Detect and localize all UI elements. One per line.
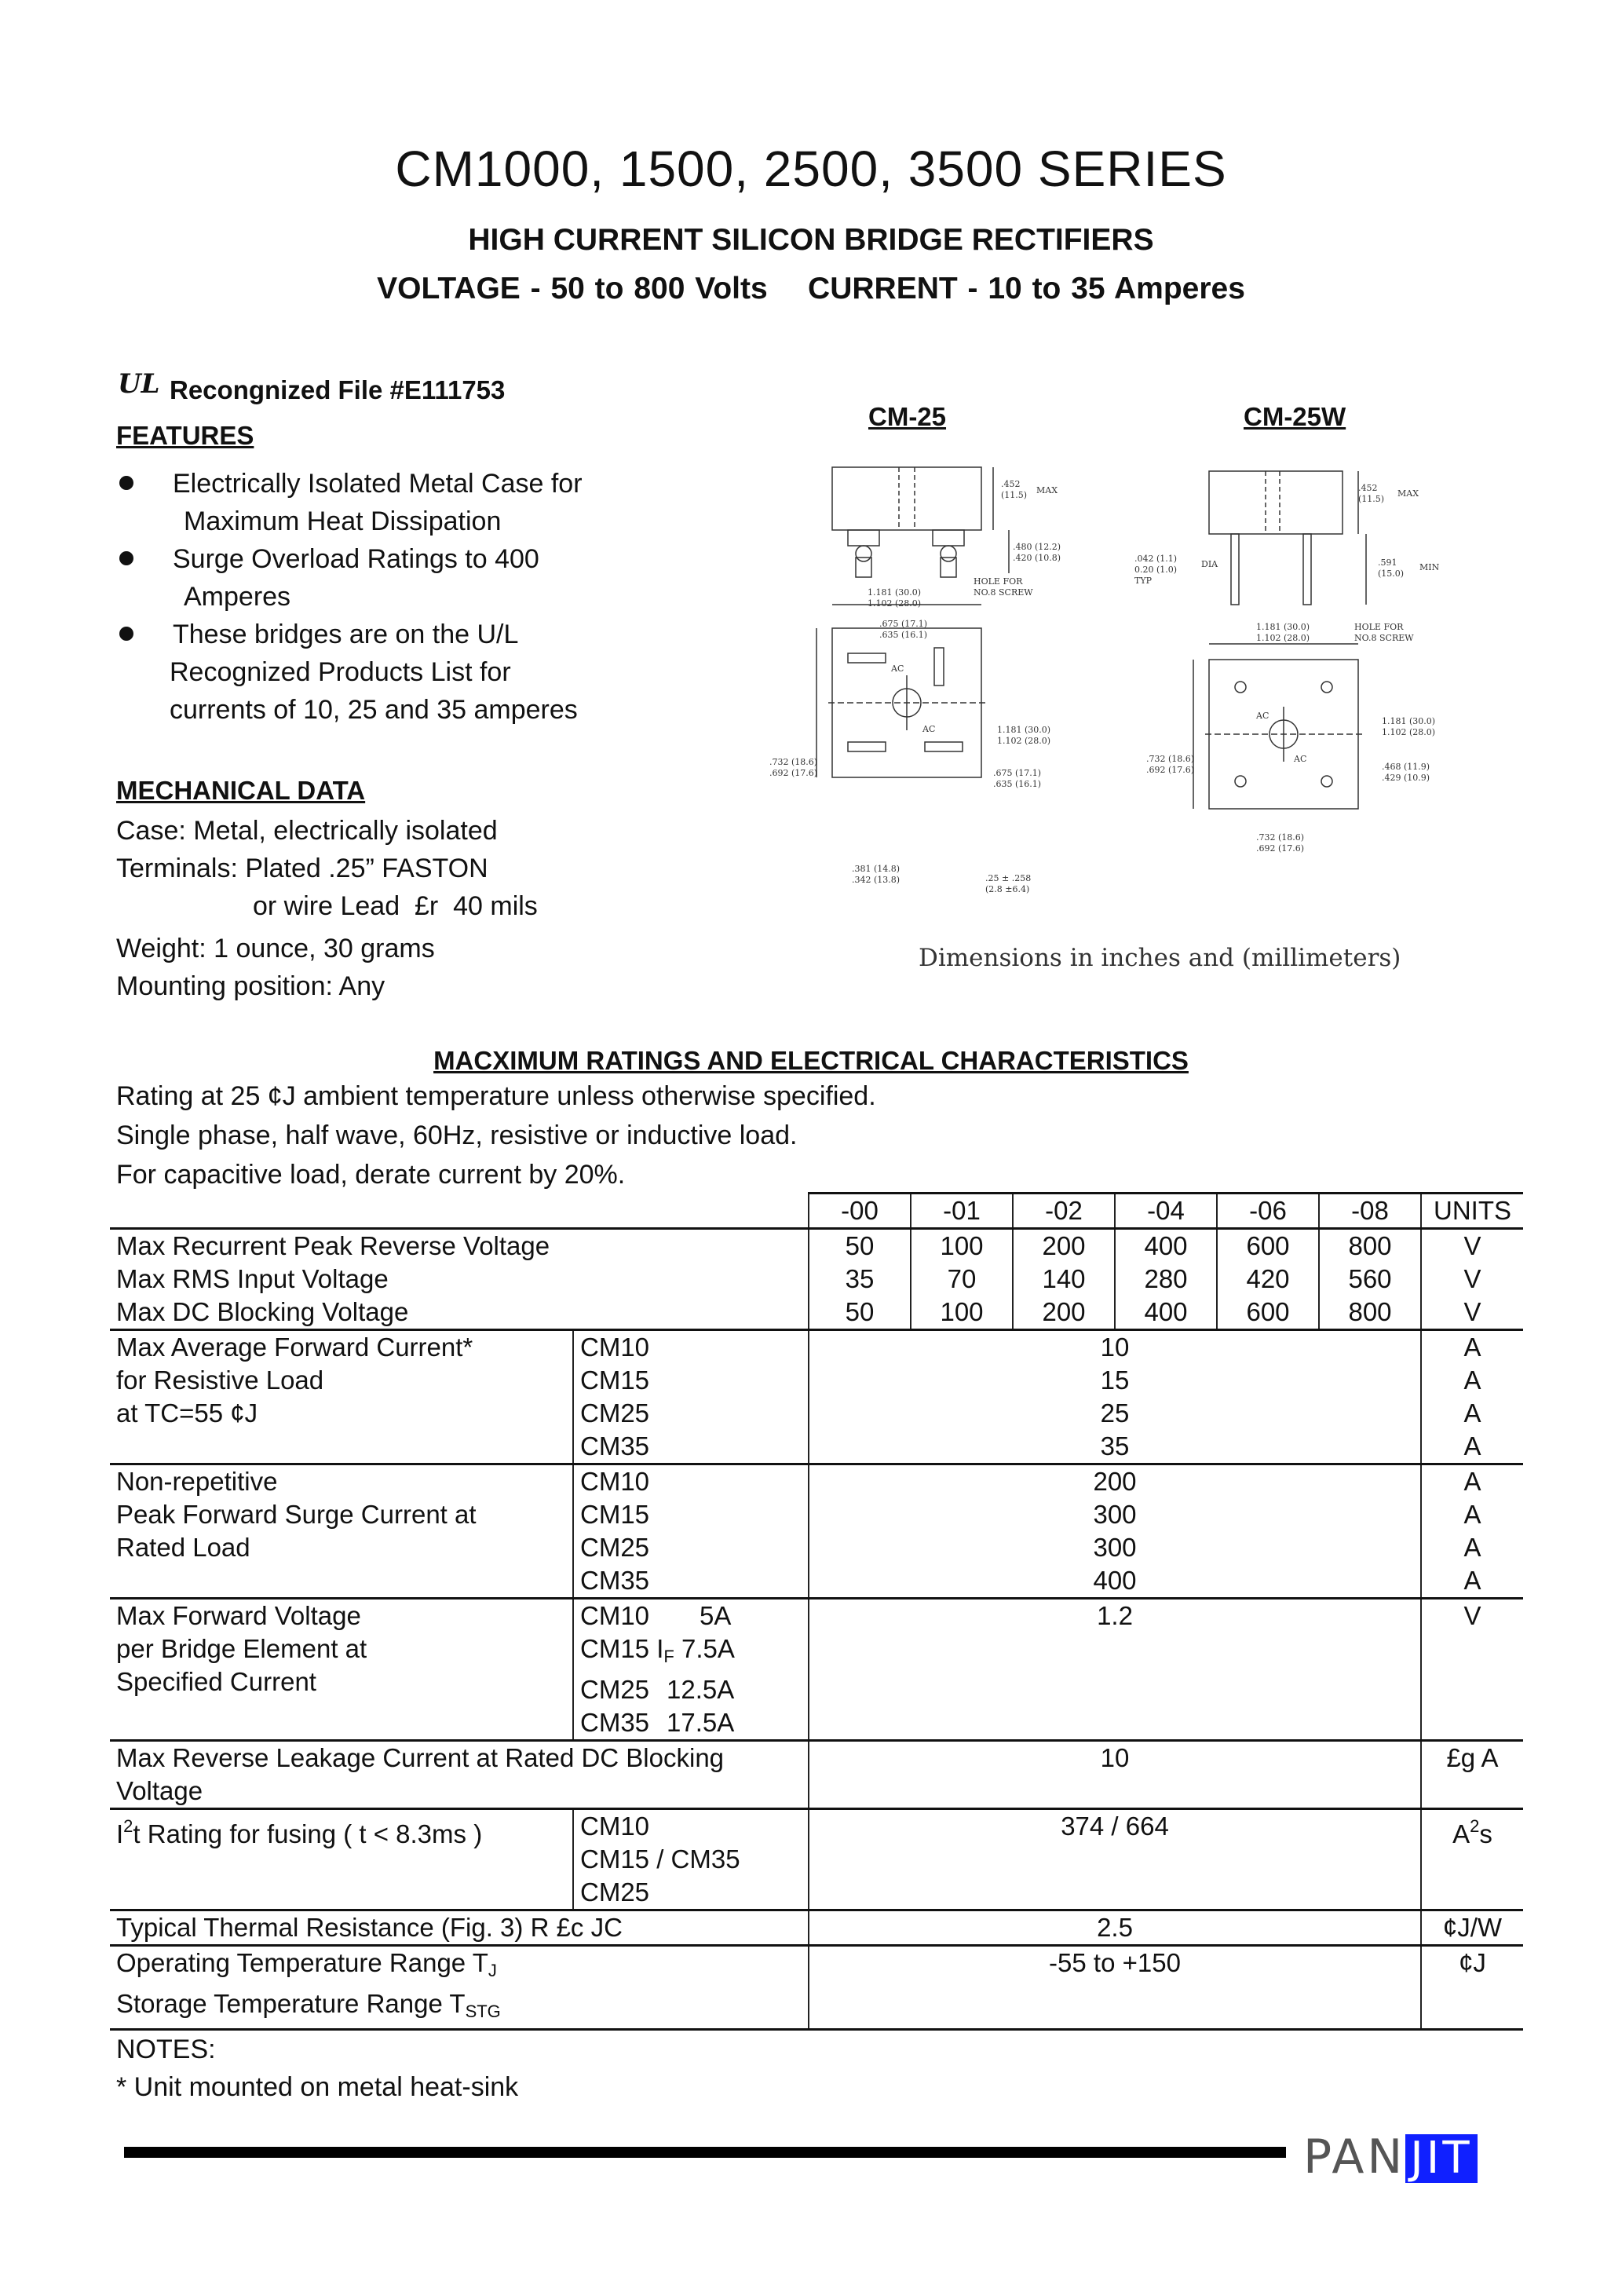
unit-cell: V [1421, 1263, 1523, 1296]
cell: 50 [809, 1296, 911, 1330]
dim-label: .635 (16.1) [879, 630, 928, 640]
panjit-logo [1303, 2130, 1478, 2184]
rating-conditions [116, 1077, 876, 1195]
cell: 200 [1013, 1229, 1115, 1263]
units-header: UNITS [1421, 1194, 1523, 1229]
dim-label: DIA [1201, 559, 1218, 569]
model: CM25 [580, 1675, 650, 1704]
row-label: Max Recurrent Peak Reverse Voltage [110, 1229, 809, 1263]
subscript: F [663, 1647, 674, 1666]
notes [116, 2031, 518, 2106]
dim-label: .452 [1358, 483, 1378, 493]
value-cell: 374 / 664 [809, 1809, 1421, 1910]
dim-label: (11.5) [1001, 490, 1028, 500]
row-label [110, 1809, 573, 1910]
terminals-text: Terminals: Plated .25” FASTON [116, 854, 488, 883]
unit-cell: A [1421, 1330, 1523, 1365]
bullet-icon [119, 551, 133, 565]
feature-line: Recognized Products List for [170, 657, 511, 687]
column-header: -06 [1217, 1194, 1319, 1229]
screw-label: NO.8 SCREW [1354, 633, 1414, 643]
model-cell: CM25 [573, 1397, 809, 1430]
label-part: t Rating for fusing ( t < 8.3ms ) [133, 1819, 483, 1848]
table-row [110, 1741, 1523, 1809]
dim-label: .429 (10.9) [1382, 773, 1430, 783]
model-line: CM15 / CM35 [580, 1844, 740, 1874]
dim-label: .692 (17.6) [1256, 843, 1305, 854]
row-label: Typical Thermal Resistance (Fig. 3) R £c JC [110, 1910, 809, 1946]
unit-cell [1421, 1809, 1523, 1910]
model-line [580, 1706, 802, 1739]
value-cell: 10 [809, 1741, 1421, 1809]
model-line: CM10 [580, 1812, 650, 1841]
table-row [110, 1263, 1523, 1296]
feature-line: currents of 10, 25 and 35 amperes [170, 695, 578, 725]
unit-part: A [1452, 1819, 1470, 1848]
cell: 200 [1013, 1296, 1115, 1330]
unit-cell: A [1421, 1498, 1523, 1531]
dim-label: 1.102 (28.0) [1382, 727, 1436, 737]
model-cell: CM35 [573, 1430, 809, 1464]
feature-line: These bridges are on the U/L [173, 620, 519, 649]
label-line: for Resistive Load [116, 1366, 324, 1395]
row-label [110, 1946, 809, 2030]
unit-cell: A [1421, 1531, 1523, 1564]
dim-label: .692 (17.6) [769, 768, 818, 778]
column-header: -01 [911, 1194, 1013, 1229]
mechanical-data-heading: MECHANICAL DATA [116, 776, 366, 805]
dim-label: .732 (18.6) [1256, 832, 1305, 843]
unit-cell: A [1421, 1464, 1523, 1499]
model: CM35 [580, 1708, 650, 1737]
dim-label: TYP [1134, 576, 1152, 586]
unit-cell: A [1421, 1430, 1523, 1464]
ul-logo-text: UL [118, 369, 160, 397]
model-cell: CM10 [573, 1330, 809, 1365]
current: 7.5A [674, 1634, 735, 1663]
row-label [110, 1330, 573, 1464]
unit-cell: A [1421, 1364, 1523, 1397]
unit-cell: A [1421, 1397, 1523, 1430]
label-line [116, 1947, 802, 1987]
cell: 420 [1217, 1263, 1319, 1296]
model-line [580, 1632, 802, 1673]
features-heading: FEATURES [116, 421, 254, 450]
model-cell: CM15 [573, 1498, 809, 1531]
dim-label: 1.102 (28.0) [997, 736, 1051, 746]
table-row [110, 1946, 1523, 2030]
cm25w-label: CM-25W [1244, 402, 1346, 431]
cell: 800 [1319, 1229, 1421, 1263]
cell: 100 [911, 1296, 1013, 1330]
unit-cell: ¢J [1421, 1946, 1523, 2030]
dim-label: .420 (10.8) [1013, 553, 1061, 563]
dim-label: .635 (16.1) [993, 779, 1042, 789]
feature-line: Surge Overload Ratings to 400 [173, 544, 539, 574]
case-text: Case: Metal, electrically isolated [116, 816, 498, 846]
cell: 100 [911, 1229, 1013, 1263]
label-line [116, 1987, 802, 2028]
dim-label: MAX [1036, 485, 1058, 495]
model-cell: CM15 [573, 1364, 809, 1397]
dimensions-note: Dimensions in inches and (millimeters) [919, 944, 1401, 972]
cell: 50 [809, 1229, 911, 1263]
label-line: Peak Forward Surge Current at [116, 1500, 477, 1529]
footer-rule [124, 2147, 1286, 2158]
cm25w-top-view [1193, 644, 1362, 809]
unit-cell: ¢J/W [1421, 1910, 1523, 1946]
dim-label: .675 (17.1) [879, 619, 928, 629]
table-row [110, 1229, 1523, 1263]
label-line: Specified Current [116, 1667, 316, 1696]
ac-label: AC [922, 724, 936, 734]
dim-label: .25 ± .258 [985, 873, 1032, 883]
row-label: Max DC Blocking Voltage [116, 1297, 409, 1326]
rating-line: Single phase, half wave, 60Hz, resistive or inductive load. [116, 1121, 798, 1150]
package-outline-drawing [738, 448, 1468, 903]
cell: 800 [1319, 1296, 1421, 1330]
page-title: CM1000, 1500, 2500, 3500 SERIES [395, 141, 1227, 197]
hole-label: HOLE FOR [974, 576, 1023, 587]
dim-label: .480 (12.2) [1013, 542, 1061, 552]
bullet-icon [119, 476, 133, 490]
dim-label: 1.102 (28.0) [1256, 633, 1310, 643]
model: CM15 I [580, 1634, 664, 1663]
row-label [110, 1599, 573, 1741]
bullet-icon [119, 627, 133, 641]
row-label: Max RMS Input Voltage [116, 1264, 389, 1293]
ac-label: AC [891, 664, 904, 674]
cm25-label: CM-25 [868, 402, 947, 431]
superscript: 2 [123, 1816, 133, 1836]
label-line: per Bridge Element at [116, 1634, 367, 1663]
cell: 400 [1115, 1229, 1217, 1263]
screw-label: NO.8 SCREW [974, 587, 1033, 598]
dim-label: (15.0) [1378, 569, 1405, 579]
table-row [110, 1330, 1523, 1365]
cell: 35 [809, 1263, 911, 1296]
value-cell: 35 [809, 1430, 1421, 1464]
value-cell: 10 [809, 1330, 1421, 1365]
dim-label: (2.8 ±6.4) [985, 884, 1030, 894]
hole-label: HOLE FOR [1354, 622, 1404, 632]
model-line: CM25 [580, 1877, 650, 1907]
model-cell: CM35 [573, 1564, 809, 1599]
model-cell: CM25 [573, 1531, 809, 1564]
feature-item [116, 540, 619, 616]
table-row [110, 1296, 1523, 1330]
model-cell [573, 1809, 809, 1910]
value-cell: 200 [809, 1464, 1421, 1499]
dim-label: MAX [1397, 488, 1419, 499]
current: 17.5A [667, 1708, 735, 1737]
column-header: -00 [809, 1194, 911, 1229]
superscript: 2 [1470, 1816, 1480, 1836]
label-line: Max Average Forward Current* [116, 1333, 473, 1362]
dim-label: 1.102 (28.0) [868, 598, 922, 609]
voltage-current-line: VOLTAGE - 50 to 800 Volts CURRENT - 10 to 35 Amperes [377, 272, 1245, 305]
value-cell: 300 [809, 1498, 1421, 1531]
dim-label: 0.20 (1.0) [1134, 565, 1178, 575]
dim-label: .452 [1001, 479, 1021, 489]
features-list [116, 465, 619, 729]
dim-label: 1.181 (30.0) [997, 725, 1051, 735]
ac-label: AC [1256, 711, 1269, 721]
weight-text: Weight: 1 ounce, 30 grams [116, 934, 435, 963]
dim-label: .732 (18.6) [769, 757, 818, 767]
subtitle: HIGH CURRENT SILICON BRIDGE RECTIFIERS [468, 223, 1154, 257]
subscript: STG [465, 2002, 501, 2021]
mechanical-data [116, 812, 538, 1005]
value-cell: 2.5 [809, 1910, 1421, 1946]
ac-label: AC [1294, 754, 1307, 764]
dim-label: (11.5) [1358, 494, 1385, 504]
notes-heading: NOTES: [116, 2035, 216, 2064]
model-cell: CM10 [573, 1464, 809, 1499]
cm25w-side-view [1209, 471, 1366, 605]
cell: 560 [1319, 1263, 1421, 1296]
logo-jit: JIT [1405, 2134, 1477, 2183]
table-row [110, 1599, 1523, 1741]
label-line: at TC=55 ¢J [116, 1398, 258, 1428]
logo-pan: PAN [1303, 2130, 1406, 2184]
ratings-table [110, 1192, 1523, 2031]
column-header: -02 [1013, 1194, 1115, 1229]
row-label [110, 1464, 573, 1599]
unit-cell: V [1421, 1229, 1523, 1263]
value-cell: 1.2 [809, 1599, 1421, 1741]
ratings-heading: MACXIMUM RATINGS AND ELECTRICAL CHARACTERISTICS [433, 1046, 1189, 1075]
table-row [110, 1464, 1523, 1499]
unit-cell: A [1421, 1564, 1523, 1599]
label-part: I [116, 1819, 124, 1848]
label-line: Rated Load [116, 1533, 250, 1562]
feature-item [116, 616, 619, 729]
feature-item [116, 465, 619, 540]
value-cell: 400 [809, 1564, 1421, 1599]
row-label [110, 1741, 809, 1809]
column-header: -04 [1115, 1194, 1217, 1229]
current: 12.5A [667, 1675, 735, 1704]
label-line: Max Forward Voltage [116, 1601, 361, 1630]
feature-line: Electrically Isolated Metal Case for [173, 469, 583, 499]
unit-cell: £g A [1421, 1741, 1523, 1809]
cm25-side-view [832, 467, 1009, 577]
dim-label: 1.181 (30.0) [1382, 716, 1436, 726]
cell: 600 [1217, 1296, 1319, 1330]
note-item: * Unit mounted on metal heat-sink [116, 2072, 519, 2102]
dim-label: MIN [1419, 562, 1440, 572]
cell: 400 [1115, 1296, 1217, 1330]
model: CM10 [580, 1601, 650, 1630]
value-cell: 300 [809, 1531, 1421, 1564]
label-line: Max Reverse Leakage Current at Rated DC Blocking [116, 1743, 725, 1772]
label-line: Voltage [116, 1776, 203, 1805]
dim-label: 1.181 (30.0) [1256, 622, 1310, 632]
unit-part: s [1479, 1819, 1492, 1848]
terminals-text-2: or wire Lead £r 40 mils [253, 891, 538, 921]
dim-label: .381 (14.8) [852, 864, 901, 874]
label-part: Storage Temperature Range T [116, 1989, 466, 2018]
cell: 600 [1217, 1229, 1319, 1263]
subscript: J [488, 1961, 497, 1980]
model-line [580, 1673, 802, 1706]
feature-line: Maximum Heat Dissipation [184, 506, 502, 536]
value-cell: 15 [809, 1364, 1421, 1397]
dim-label: .692 (17.6) [1146, 765, 1195, 775]
dim-label: .468 (11.9) [1382, 762, 1430, 772]
mounting-text: Mounting position: Any [116, 971, 385, 1001]
cell: 280 [1115, 1263, 1217, 1296]
cell: 140 [1013, 1263, 1115, 1296]
column-header: -08 [1319, 1194, 1421, 1229]
table-header-row [110, 1194, 1523, 1229]
table-row [110, 1809, 1523, 1910]
dim-label: .675 (17.1) [993, 768, 1042, 778]
unit-cell: V [1421, 1296, 1523, 1330]
rating-line: For capacitive load, derate current by 20%. [116, 1160, 626, 1190]
cell: 70 [911, 1263, 1013, 1296]
value-cell: -55 to +150 [809, 1946, 1421, 2030]
current: 5A [700, 1601, 732, 1630]
dim-label: 1.181 (30.0) [868, 587, 922, 598]
model-cell [573, 1599, 809, 1741]
ul-logo-icon [118, 369, 166, 397]
table-row [110, 1910, 1523, 1946]
value-cell: 25 [809, 1397, 1421, 1430]
label-part: Operating Temperature Range T [116, 1948, 488, 1977]
dim-label: .732 (18.6) [1146, 754, 1195, 764]
dim-label: .042 (1.1) [1134, 554, 1178, 564]
label-line: Non-repetitive [116, 1467, 278, 1496]
recognized-file: Recongnized File #E111753 [170, 375, 506, 404]
unit-cell: V [1421, 1599, 1523, 1741]
dim-label: .591 [1378, 558, 1397, 568]
model-line [580, 1600, 802, 1632]
feature-line: Amperes [184, 582, 291, 612]
dim-label: .342 (13.8) [852, 875, 901, 885]
rating-line: Rating at 25 ¢J ambient temperature unless otherwise specified. [116, 1081, 876, 1111]
